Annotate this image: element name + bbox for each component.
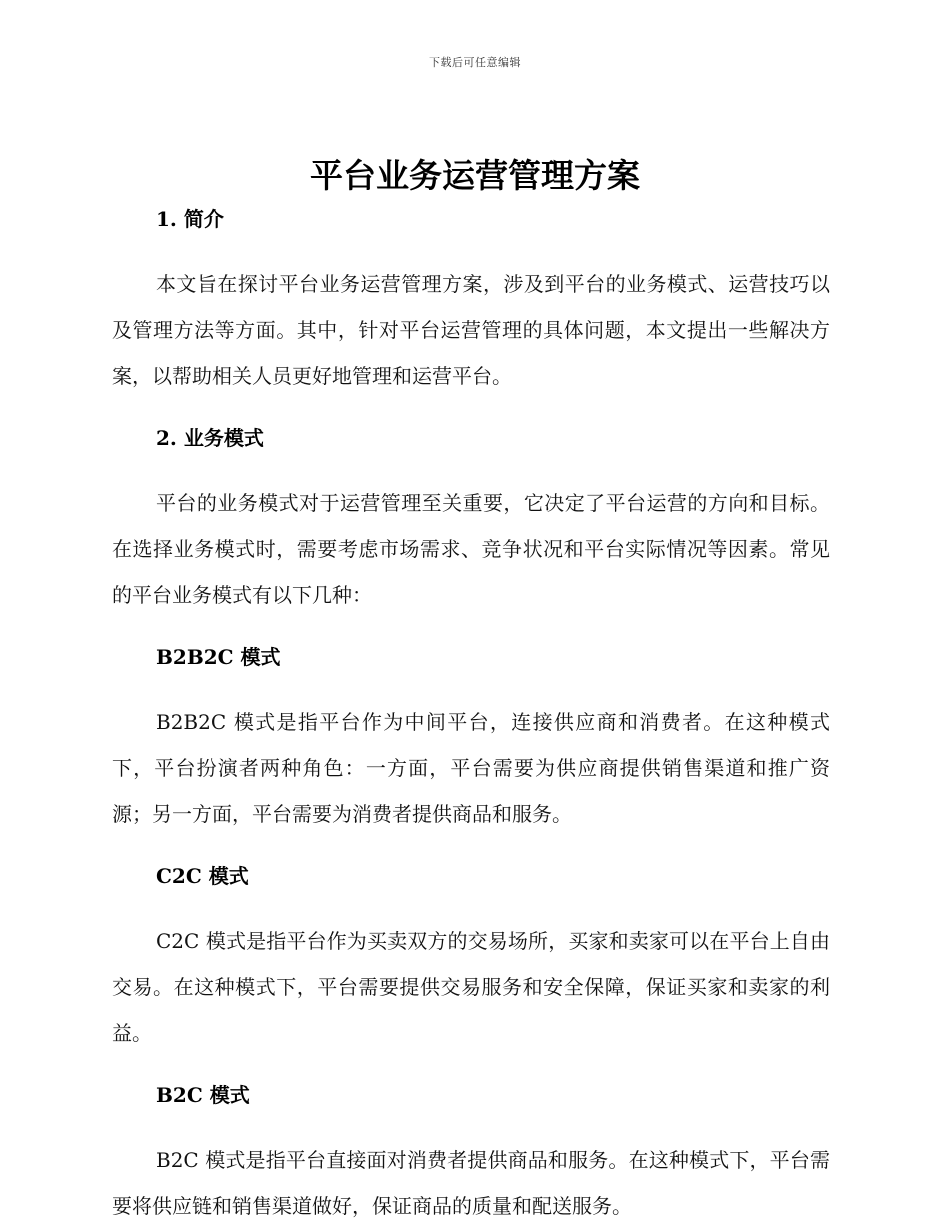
section-heading-b2c: B2C 模式: [156, 1083, 250, 1107]
document-title: 平台业务运营管理方案: [310, 156, 640, 195]
page-header-note: 下载后可任意编辑: [429, 56, 521, 69]
section-paragraph-c2c: C2C 模式是指平台作为买卖双方的交易场所，买家和卖家可以在平台上自由交易。在这种模式下，平台需要提供交易服务和安全保障，保证买家和卖家的利益。: [112, 929, 830, 1045]
section-heading-b2b2c: B2B2C 模式: [156, 645, 281, 669]
section-paragraph-b2c: B2C 模式是指平台直接面对消费者提供商品和服务。在这种模式下，平台需要将供应链和销售渠道做好，保证商品的质量和配送服务。: [112, 1148, 830, 1218]
section-paragraph-intro: 本文旨在探讨平台业务运营管理方案，涉及到平台的业务模式、运营技巧以及管理方法等方面。其中，针对平台运营管理的具体问题，本文提出一些解决方案，以帮助相关人员更好地管理和运营平台。: [112, 272, 830, 388]
section-paragraph-b2b2c: B2B2C 模式是指平台作为中间平台，连接供应商和消费者。在这种模式下，平台扮演者两种角色：一方面，平台需要为供应商提供销售渠道和推广资源；另一方面，平台需要为消费者提供商品和服务。: [112, 710, 830, 826]
section-heading-business-model: 2. 业务模式: [156, 426, 264, 450]
document-body: [112, 200, 830, 1229]
section-heading-intro: 1. 简介: [156, 207, 224, 231]
section-paragraph-business-model: 平台的业务模式对于运营管理至关重要，它决定了平台运营的方向和目标。在选择业务模式时，需要考虑市场需求、竞争状况和平台实际情况等因素。常见的平台业务模式有以下几种：: [112, 491, 830, 607]
section-heading-c2c: C2C 模式: [156, 864, 249, 888]
